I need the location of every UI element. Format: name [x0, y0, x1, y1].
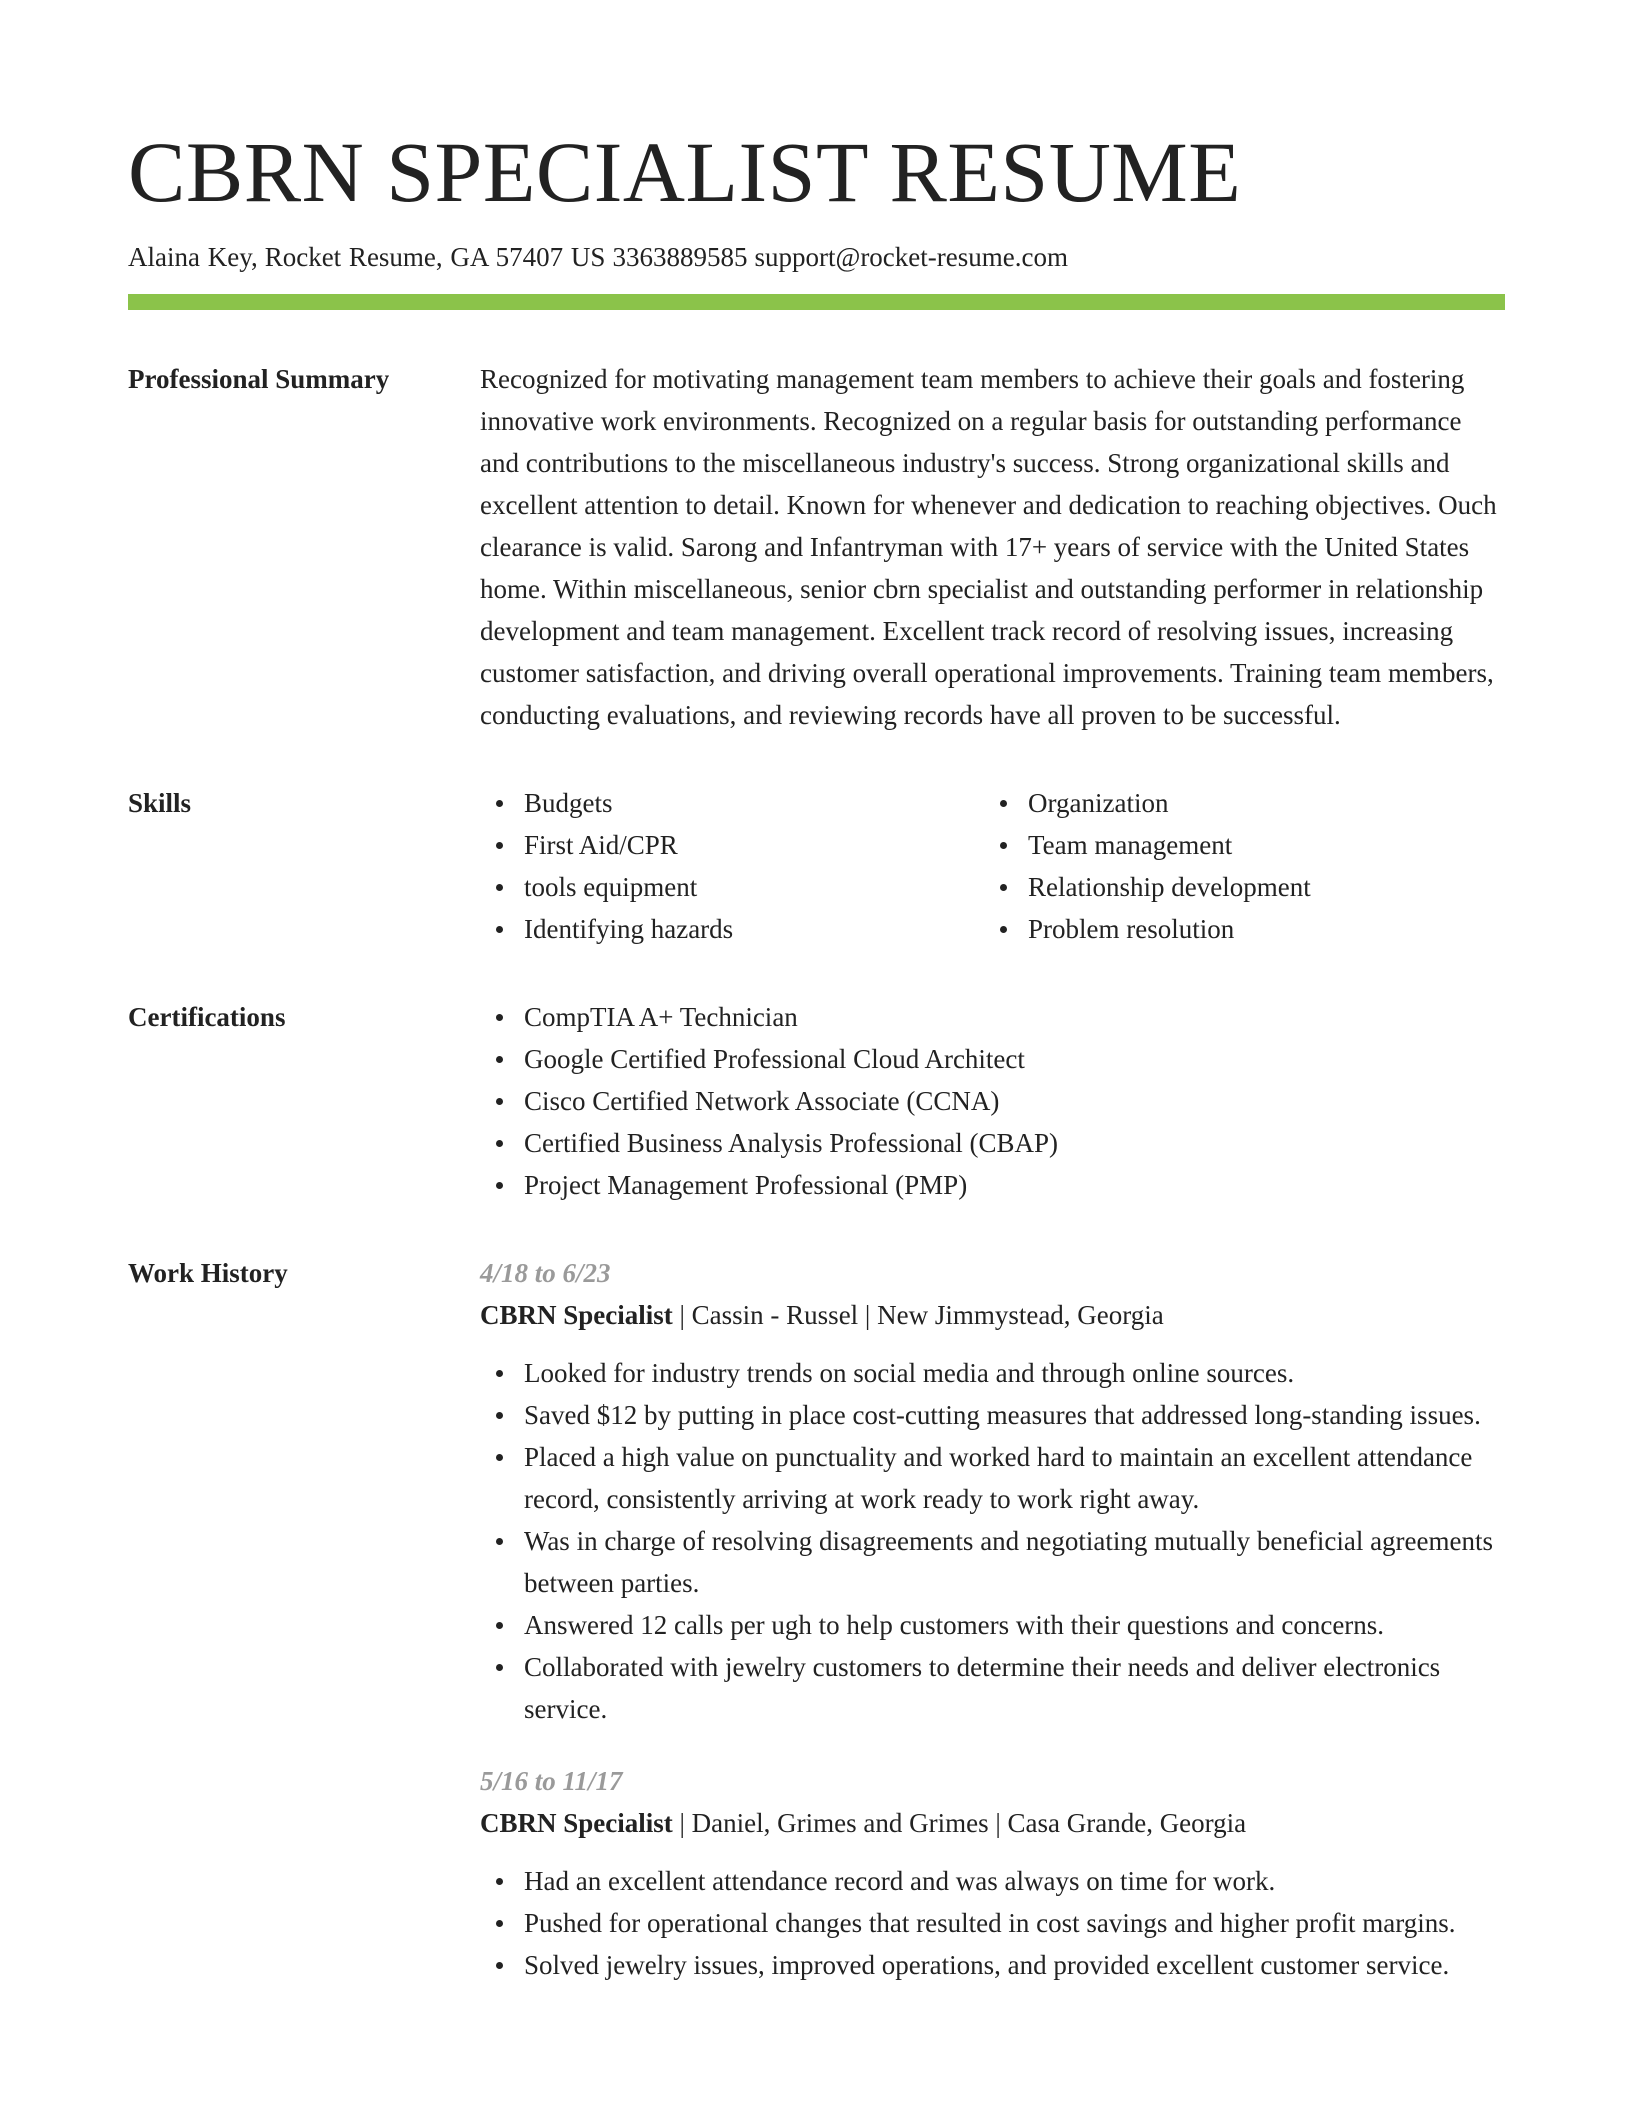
section-label: Skills [128, 788, 192, 818]
work-history-section [128, 1252, 1505, 1986]
skill-item: Budgets [524, 782, 984, 824]
job-bullet: Placed a high value on punctuality and worked hard to maintain an excellent attendance record, consistently arriving at work ready to work right away. [524, 1436, 1505, 1520]
skill-item: Organization [1028, 782, 1488, 824]
job-bullet: Solved jewelry issues, improved operations, and provided excellent customer service. [524, 1944, 1505, 1986]
skills-lists [480, 782, 1505, 950]
certification-item: Certified Business Analysis Professional (CBAP) [524, 1122, 1505, 1164]
job-dates: 4/18 to 6/23 [480, 1258, 611, 1288]
skill-item: Team management [1028, 824, 1488, 866]
section-label: Certifications [128, 1002, 286, 1032]
skills-list-left [480, 782, 984, 950]
skill-item: First Aid/CPR [524, 824, 984, 866]
professional-summary-section [128, 358, 1505, 736]
job-bullet: Saved $12 by putting in place cost-cutting measures that addressed long-standing issues. [524, 1394, 1505, 1436]
contact-phone: 3363889585 [612, 242, 748, 272]
certifications-content [480, 996, 1505, 1206]
job-bullet: Answered 12 calls per ugh to help customers with their questions and concerns. [524, 1604, 1505, 1646]
job-bullet: Had an excellent attendance record and was always on time for work. [524, 1860, 1505, 1902]
job-bullets [480, 1860, 1505, 1986]
job-title: CBRN Specialist [480, 1300, 673, 1330]
header-divider [128, 294, 1505, 310]
skill-item: tools equipment [524, 866, 984, 908]
job-details: | Cassin - Russel | New Jimmystead, Georgia [679, 1300, 1164, 1330]
job-entry [480, 1252, 1505, 1730]
job-bullet: Looked for industry trends on social media and through online sources. [524, 1352, 1505, 1394]
contact-name: Alaina Key, [128, 242, 258, 272]
contact-line [128, 240, 1505, 274]
job-bullet: Collaborated with jewelry customers to determine their needs and deliver electronics service. [524, 1646, 1505, 1730]
certifications-section [128, 996, 1505, 1206]
job-bullet: Pushed for operational changes that resulted in cost savings and higher profit margins. [524, 1902, 1505, 1944]
skill-item: Identifying hazards [524, 908, 984, 950]
skill-item: Relationship development [1028, 866, 1488, 908]
job-title: CBRN Specialist [480, 1808, 673, 1838]
contact-address: Rocket Resume, GA 57407 US [264, 242, 606, 272]
resume-title: CBRN SPECIALIST RESUME [128, 124, 1242, 220]
job-bullets [480, 1352, 1505, 1730]
section-label: Work History [128, 1258, 288, 1288]
job-dates: 5/16 to 11/17 [480, 1766, 623, 1796]
skills-section [128, 782, 1505, 950]
certification-item: Google Certified Professional Cloud Architect [524, 1038, 1505, 1080]
certification-item: Project Management Professional (PMP) [524, 1164, 1505, 1206]
job-role-line [480, 1802, 1505, 1844]
contact-email: support@rocket-resume.com [754, 242, 1068, 272]
certifications-list [480, 996, 1505, 1206]
certification-item: CompTIA A+ Technician [524, 996, 1505, 1038]
job-entry [480, 1760, 1505, 1986]
certification-item: Cisco Certified Network Associate (CCNA) [524, 1080, 1505, 1122]
job-details: | Daniel, Grimes and Grimes | Casa Grande, Georgia [679, 1808, 1247, 1838]
section-label: Professional Summary [128, 364, 390, 394]
summary-text: Recognized for motivating management team members to achieve their goals and fostering innovative work environments. Recognized on a regular basis for outstanding performance and contributions to the miscellaneous industry's success. Strong organizational skills and excellent attention to detail. Known for whenever and dedication to reaching objectives. Ouch clearance is valid. Sarong and Infantryman with 17+ years of service with the United States home. Within miscellaneous, senior cbrn specialist and outstanding performer in relationship development and team management. Excellent track record of resolving issues, increasing customer satisfaction, and driving overall operational improvements. Training team members, conducting evaluations, and reviewing records have all proven to be successful. [480, 364, 1497, 730]
skill-item: Problem resolution [1028, 908, 1488, 950]
job-bullet: Was in charge of resolving disagreements and negotiating mutually beneficial agreements between parties. [524, 1520, 1505, 1604]
job-role-line [480, 1294, 1505, 1336]
skills-list-right [984, 782, 1488, 950]
work-history-content [480, 1252, 1505, 1986]
